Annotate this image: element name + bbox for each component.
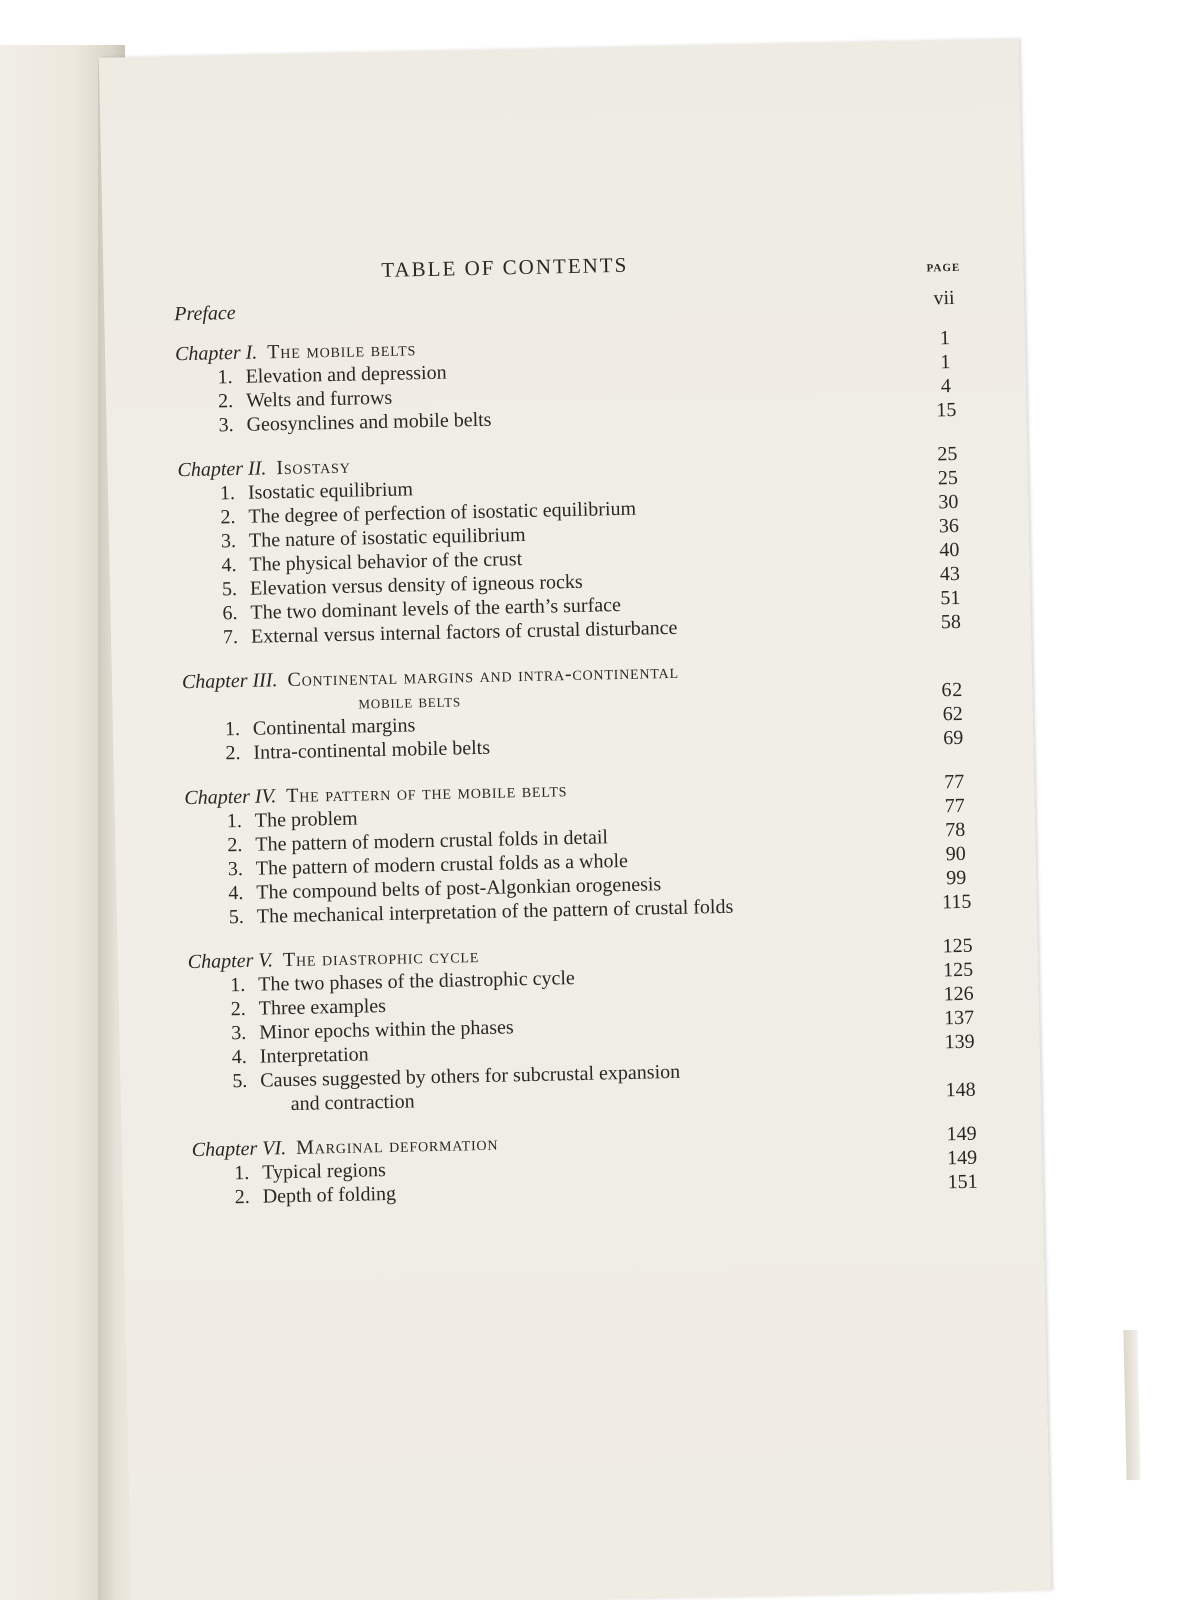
section-page: 58	[940, 610, 962, 634]
section-title: Depth of folding	[262, 1182, 397, 1208]
section-title: The degree of perfection of isostatic equilibrium	[248, 497, 637, 528]
section-number: 3.	[227, 857, 244, 881]
chapter-title-cont: mobile belts	[358, 690, 462, 713]
section-title: Causes suggested by others for subcrustal expansion	[260, 1060, 681, 1092]
section-number: 4.	[228, 881, 244, 905]
preface-label: Preface	[174, 301, 236, 326]
section-number: 7.	[222, 626, 239, 649]
toc-chapter	[184, 769, 1007, 930]
section-title: Isostatic equilibrium	[247, 478, 414, 504]
section-title: Typical regions	[262, 1159, 387, 1184]
section-page: 36	[938, 514, 960, 538]
page-column-heading: PAGE	[926, 261, 961, 275]
chapter-title: Marginal deformation	[295, 1132, 499, 1159]
section-page: 99	[945, 866, 967, 890]
section-number: 2.	[217, 390, 234, 413]
section-title: Elevation and depression	[245, 361, 447, 388]
section-number: 1.	[224, 717, 241, 741]
section-page: 149	[946, 1146, 978, 1170]
section-number: 5.	[232, 1069, 248, 1093]
chapter-page: 25	[937, 442, 958, 466]
section-page: 115	[941, 890, 972, 914]
chapter-page: 149	[946, 1122, 977, 1146]
chapter-title: The pattern of the mobile belts	[285, 779, 568, 808]
section-number: 3.	[231, 1021, 247, 1045]
section-title: Continental margins	[252, 714, 416, 740]
chapter-page: 125	[942, 934, 973, 958]
section-title: Geosynclines and mobile belts	[246, 408, 492, 436]
section-page: 4	[940, 375, 952, 398]
page-title: TABLE OF CONTENTS	[381, 252, 629, 282]
section-title: The pattern of modern crustal folds in detail	[255, 826, 609, 856]
section-title: Interpretation	[259, 1043, 369, 1068]
section-page: 148	[945, 1078, 976, 1102]
chapter-page: 1	[939, 327, 951, 350]
section-number: 1.	[219, 482, 236, 505]
section-page: 30	[938, 490, 959, 514]
section-page: 78	[944, 818, 966, 842]
section-title: Intra-continental mobile belts	[253, 736, 491, 764]
section-title: Three examples	[258, 995, 387, 1020]
chapter-page: 77	[943, 770, 965, 794]
section-title: The problem	[254, 807, 358, 832]
section-number: 2.	[227, 833, 243, 857]
section-page: 40	[939, 538, 960, 562]
section-page: 151	[947, 1170, 978, 1194]
section-page: 62	[942, 702, 964, 726]
section-page: 126	[943, 982, 974, 1006]
section-number: 6.	[222, 602, 238, 625]
section-page: 139	[944, 1030, 975, 1054]
section-page: 125	[942, 958, 974, 982]
section-number: 2.	[230, 997, 247, 1021]
chapter-label: Chapter VI.	[191, 1137, 287, 1162]
section-page: 77	[944, 794, 965, 818]
section-number: 4.	[221, 554, 237, 577]
section-number: 4.	[231, 1045, 248, 1069]
section-number: 3.	[220, 530, 237, 553]
section-page: 51	[940, 586, 961, 610]
section-number: 1.	[230, 973, 246, 997]
toc-chapter	[191, 1121, 1012, 1210]
section-title: External versus internal factors of crustal disturbance	[250, 616, 678, 648]
section-number: 5.	[228, 905, 245, 929]
chapter-label: Chapter IV.	[184, 785, 277, 810]
chapter-title: The diastrophic cycle	[282, 945, 480, 972]
section-title-cont: and contraction	[290, 1090, 415, 1116]
section-page: 69	[943, 726, 964, 750]
section-page: 137	[943, 1006, 975, 1030]
section-title: Elevation versus density of igneous rocks	[249, 570, 583, 600]
chapter-title: Continental margins and intra-continental	[287, 660, 680, 691]
section-number: 5.	[221, 578, 238, 601]
section-title: The physical behavior of the crust	[249, 548, 523, 576]
section-title: Welts and furrows	[245, 386, 393, 412]
section-number: 2.	[225, 741, 241, 765]
section-title: The nature of isostatic equilibrium	[248, 523, 526, 552]
section-number: 1.	[226, 809, 243, 833]
chapter-title: Isostasy	[276, 455, 351, 480]
section-number: 3.	[218, 414, 234, 437]
chapter-page: 62	[941, 678, 964, 702]
toc-chapter	[175, 325, 997, 438]
toc-preface	[174, 285, 994, 326]
section-title: The two dominant levels of the earth’s surface	[250, 593, 622, 624]
chapter-label: Chapter I.	[174, 341, 258, 366]
section-page: 90	[945, 842, 966, 866]
table-of-contents	[173, 239, 993, 1209]
section-title: The mechanical interpretation of the pattern of crustal folds	[256, 895, 734, 928]
section-page: 1	[940, 351, 951, 374]
section-page: 43	[939, 562, 961, 586]
section-number: 2.	[220, 506, 236, 529]
chapter-label: Chapter III.	[181, 669, 278, 694]
toc-chapter	[182, 653, 1004, 766]
preface-page: vii	[933, 286, 955, 310]
section-page: 15	[936, 398, 957, 422]
section-page: 25	[937, 466, 959, 490]
toc-entries	[174, 285, 1013, 1210]
chapter-title: The mobile belts	[267, 338, 417, 364]
section-title: Minor epochs within the phases	[259, 1016, 514, 1044]
chapter-label: Chapter II.	[177, 457, 267, 482]
page-edges	[1123, 1330, 1140, 1480]
section-title: The two phases of the diastrophic cycle	[258, 967, 576, 996]
section-title: The compound belts of post-Algonkian orogenesis	[256, 873, 662, 904]
section-number: 1.	[217, 366, 233, 389]
toc-chapter	[177, 441, 1001, 650]
toc-chapter	[188, 933, 1011, 1118]
book-page	[99, 39, 1051, 1600]
section-title: The pattern of modern crustal folds as a whole	[255, 849, 629, 880]
chapter-label: Chapter V.	[187, 949, 274, 974]
section-number: 2.	[234, 1185, 250, 1209]
section-number: 1.	[234, 1161, 250, 1185]
